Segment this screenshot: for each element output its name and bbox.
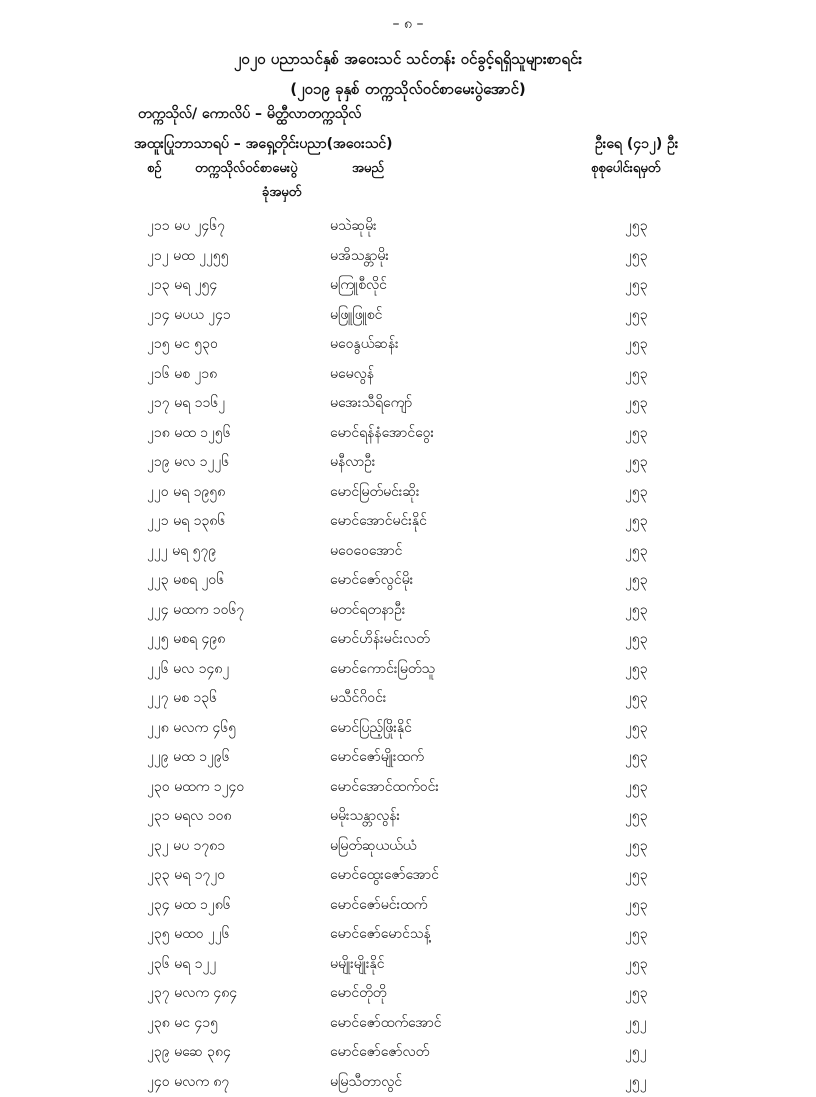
- table-row: [0, 271, 816, 301]
- seat-number: ၂၁၅ မင ၅၃၀: [147, 334, 218, 355]
- page-number: – ၈ –: [0, 14, 816, 35]
- seat-number: ၂၃၆ မရ ၁၂၂: [147, 954, 216, 975]
- student-name: မဖြူဖြူစင်: [330, 305, 382, 326]
- student-name: မနီလာဦး: [330, 452, 375, 473]
- student-name: မကြူစီလိုင်: [330, 275, 387, 296]
- table-row: [0, 448, 816, 478]
- table-row: [0, 1038, 816, 1068]
- column-header-seat: ခုံအမှတ်: [262, 184, 301, 203]
- table-row: [0, 596, 816, 626]
- student-name: မောင်ဇော်မင်းထက်: [330, 895, 427, 916]
- table-row: [0, 773, 816, 803]
- university-line: တက္ကသိုလ်/ ကောလိပ် – မိတ္ထီလာတက္ကသိုလ်: [138, 104, 361, 125]
- column-header-sn: စဉ်: [147, 160, 162, 179]
- student-name: မောင်ရန်နံအောင်ဝွေး: [330, 423, 434, 444]
- table-row: [0, 566, 816, 596]
- student-name: မောင်ဇော်မောင်သန့်: [330, 924, 431, 945]
- total-mark: ၂၅၃: [625, 482, 648, 503]
- seat-number: ၂၂၁ မရ ၁၃၈၆: [147, 511, 225, 532]
- student-name: မောင်ဇော်မျိုးထက်: [330, 747, 424, 768]
- student-name: မောင်တိုတို: [330, 983, 386, 1004]
- table-row: [0, 950, 816, 980]
- student-name: မောင်အောင်ထက်ဝင်း: [330, 777, 439, 798]
- total-mark: ၂၅၃: [625, 364, 648, 385]
- seat-number: ၂၃၁ မရလ ၁၀၈: [147, 806, 231, 827]
- seat-number: ၂၃၂ မပ ၁၇၈၁: [147, 836, 225, 857]
- seat-number: ၂၁၄ မပယ ၂၄၁: [147, 305, 231, 326]
- table-row: [0, 832, 816, 862]
- total-mark: ၂၅၃: [625, 393, 648, 414]
- student-name: မဝေနွယ်ဆန်း: [330, 334, 399, 355]
- seat-number: ၂၁၂ မထ ၂၂၅၅: [147, 246, 229, 267]
- total-mark: ၂၅၃: [625, 924, 648, 945]
- total-mark: ၂၅၂: [625, 1013, 647, 1034]
- total-mark: ၂၅၃: [625, 806, 648, 827]
- column-header-name: အမည်: [352, 160, 384, 179]
- student-name: မတင်ရတနာဦး: [330, 600, 405, 621]
- table-row: [0, 891, 816, 921]
- total-mark: ၂၅၃: [625, 747, 648, 768]
- total-mark: ၂၅၃: [625, 983, 648, 1004]
- student-name: မမျိုးမျိုးနိုင်: [330, 954, 385, 975]
- total-mark: ၂၅၃: [625, 718, 648, 739]
- seat-number: ၂၂၈ မလက ၄၆၅: [147, 718, 236, 739]
- seat-number: ၂၃၄ မထ ၁၂၈၆: [147, 895, 231, 916]
- seat-number: ၂၃၀ မထက ၁၂၄၀: [147, 777, 244, 798]
- student-name: မမိုးသန္တာလွန်း: [330, 806, 400, 827]
- total-mark: ၂၅၂: [625, 1072, 647, 1093]
- table-row: [0, 625, 816, 655]
- table-row: [0, 360, 816, 390]
- student-name: မောင်ပြည့်ဖြိုးနိုင်: [330, 718, 412, 739]
- seat-number: ၂၁၇ မရ ၁၁၆၂: [147, 393, 225, 414]
- total-mark: ၂၅၃: [625, 275, 648, 296]
- table-row: [0, 507, 816, 537]
- student-list: [0, 212, 816, 1097]
- student-name: မသီင်ဂိဝင်း: [330, 688, 386, 709]
- total-mark: ၂၅၂: [625, 1042, 647, 1063]
- seat-number: ၂၁၃ မရ ၂၅၄: [147, 275, 217, 296]
- column-header-mark: စုစုပေါင်းရမှတ်: [591, 160, 660, 179]
- student-name: မသဲဆုမိုး: [330, 216, 377, 237]
- column-header-exam: တက္ကသိုလ်ဝင်စာမေးပွဲ: [195, 160, 298, 179]
- total-mark: ၂၅၃: [625, 777, 648, 798]
- seat-number: ၂၃၇ မလက ၄၈၄: [147, 983, 237, 1004]
- count-line: ဦးရေ (၄၁၂) ဦး: [595, 134, 678, 155]
- seat-number: ၂၂၅ မစရ ၄၉၈: [147, 629, 225, 650]
- seat-number: ၂၁၈ မထ ၁၂၅၆: [147, 423, 231, 444]
- student-name: မောင်ဇော်ထက်အောင်: [330, 1013, 441, 1034]
- student-name: မမြတ်ဆုယယ်ယံ: [330, 836, 416, 857]
- total-mark: ၂၅၃: [625, 895, 648, 916]
- table-row: [0, 979, 816, 1009]
- table-row: [0, 920, 816, 950]
- total-mark: ၂၅၃: [625, 305, 648, 326]
- total-mark: ၂၅၃: [625, 423, 648, 444]
- table-row: [0, 1009, 816, 1039]
- seat-number: ၂၂၂ မရ ၅၇၉: [147, 541, 216, 562]
- table-row: [0, 330, 816, 360]
- student-name: မောင်ဇော်ဇော်လတ်: [330, 1042, 429, 1063]
- seat-number: ၂၂၀ မရ ၁၉၅၈: [147, 482, 225, 503]
- seat-number: ၂၂၇ မစ ၁၃၆: [147, 688, 217, 709]
- table-row: [0, 478, 816, 508]
- table-row: [0, 301, 816, 331]
- table-row: [0, 655, 816, 685]
- seat-number: ၂၃၃ မရ ၁၇၂၀: [147, 865, 225, 886]
- table-row: [0, 714, 816, 744]
- table-row: [0, 802, 816, 832]
- table-row: [0, 242, 816, 272]
- table-row: [0, 861, 816, 891]
- subject-line: အထူးပြုဘာသာရပ် – အရှေ့တိုင်းပညာ(အဝေးသင်): [134, 134, 393, 155]
- total-mark: ၂၅၃: [625, 570, 648, 591]
- seat-number: ၂၃၅ မထဝ ၂၂၆: [147, 924, 230, 945]
- total-mark: ၂၅၃: [625, 541, 648, 562]
- total-mark: ၂၅၃: [625, 954, 648, 975]
- table-row: [0, 389, 816, 419]
- student-name: မောင်မြတ်မင်းဆိုး: [330, 482, 420, 503]
- student-name: မမြသီတာလွင်: [330, 1072, 402, 1093]
- student-name: မောင်အောင်မင်းနိုင်: [330, 511, 427, 532]
- seat-number: ၂၁၉ မလ ၁၂၂၆: [147, 452, 229, 473]
- total-mark: ၂၅၃: [625, 865, 648, 886]
- student-name: မောင်ကောင်းမြတ်သူ: [330, 659, 435, 680]
- student-name: မမေလွန်: [330, 364, 374, 385]
- seat-number: ၂၁၆ မစ ၂၁၈: [147, 364, 217, 385]
- total-mark: ၂၅၃: [625, 629, 648, 650]
- seat-number: ၂၄၀ မလက ၈၇: [147, 1072, 229, 1093]
- seat-number: ၂၃၈ မင ၄၁၅: [147, 1013, 218, 1034]
- total-mark: ၂၅၃: [625, 334, 648, 355]
- document-subtitle: (၂၀၁၉ ခုနှစ် တက္ကသိုလ်ဝင်စာမေးပွဲအောင်): [0, 80, 816, 102]
- total-mark: ၂၅၃: [625, 452, 648, 473]
- student-name: မောင်ဟိန်းမင်းလတ်: [330, 629, 430, 650]
- table-row: [0, 1068, 816, 1097]
- seat-number: ၂၂၄ မထက ၁၀၆၇: [147, 600, 244, 621]
- document-title: ၂၀၂၀ ပညာသင်နှစ် အဝေးသင် သင်တန်း ဝင်ခွင့်ရရှိသူများစာရင်း: [0, 50, 816, 72]
- seat-number: ၂၁၁ မပ ၂၄၆၇: [147, 216, 225, 237]
- seat-number: ၂၂၆ မလ ၁၄၈၂: [147, 659, 229, 680]
- total-mark: ၂၅၃: [625, 216, 648, 237]
- table-row: [0, 537, 816, 567]
- table-row: [0, 684, 816, 714]
- total-mark: ၂၅၃: [625, 246, 648, 267]
- seat-number: ၂၂၃ မစရ ၂၀၆: [147, 570, 224, 591]
- table-row: [0, 419, 816, 449]
- total-mark: ၂၅၃: [625, 511, 648, 532]
- total-mark: ၂၅၃: [625, 836, 648, 857]
- seat-number: ၂၃၉ မဆေ ၃၈၄: [147, 1042, 231, 1063]
- student-name: မအေးသီရိကျော်: [330, 393, 412, 414]
- seat-number: ၂၂၉ မထ ၁၂၉၆: [147, 747, 230, 768]
- table-row: [0, 212, 816, 242]
- total-mark: ၂၅၃: [625, 600, 648, 621]
- student-name: မောင်ဇော်လွင်မိုး: [330, 570, 413, 591]
- total-mark: ၂၅၃: [625, 659, 648, 680]
- table-row: [0, 743, 816, 773]
- student-name: မဝေဝေအောင်: [330, 541, 402, 562]
- student-name: မအိသန္တာမိုး: [330, 246, 389, 267]
- total-mark: ၂၅၃: [625, 688, 648, 709]
- student-name: မောင်ထွေးဇော်အောင်: [330, 865, 439, 886]
